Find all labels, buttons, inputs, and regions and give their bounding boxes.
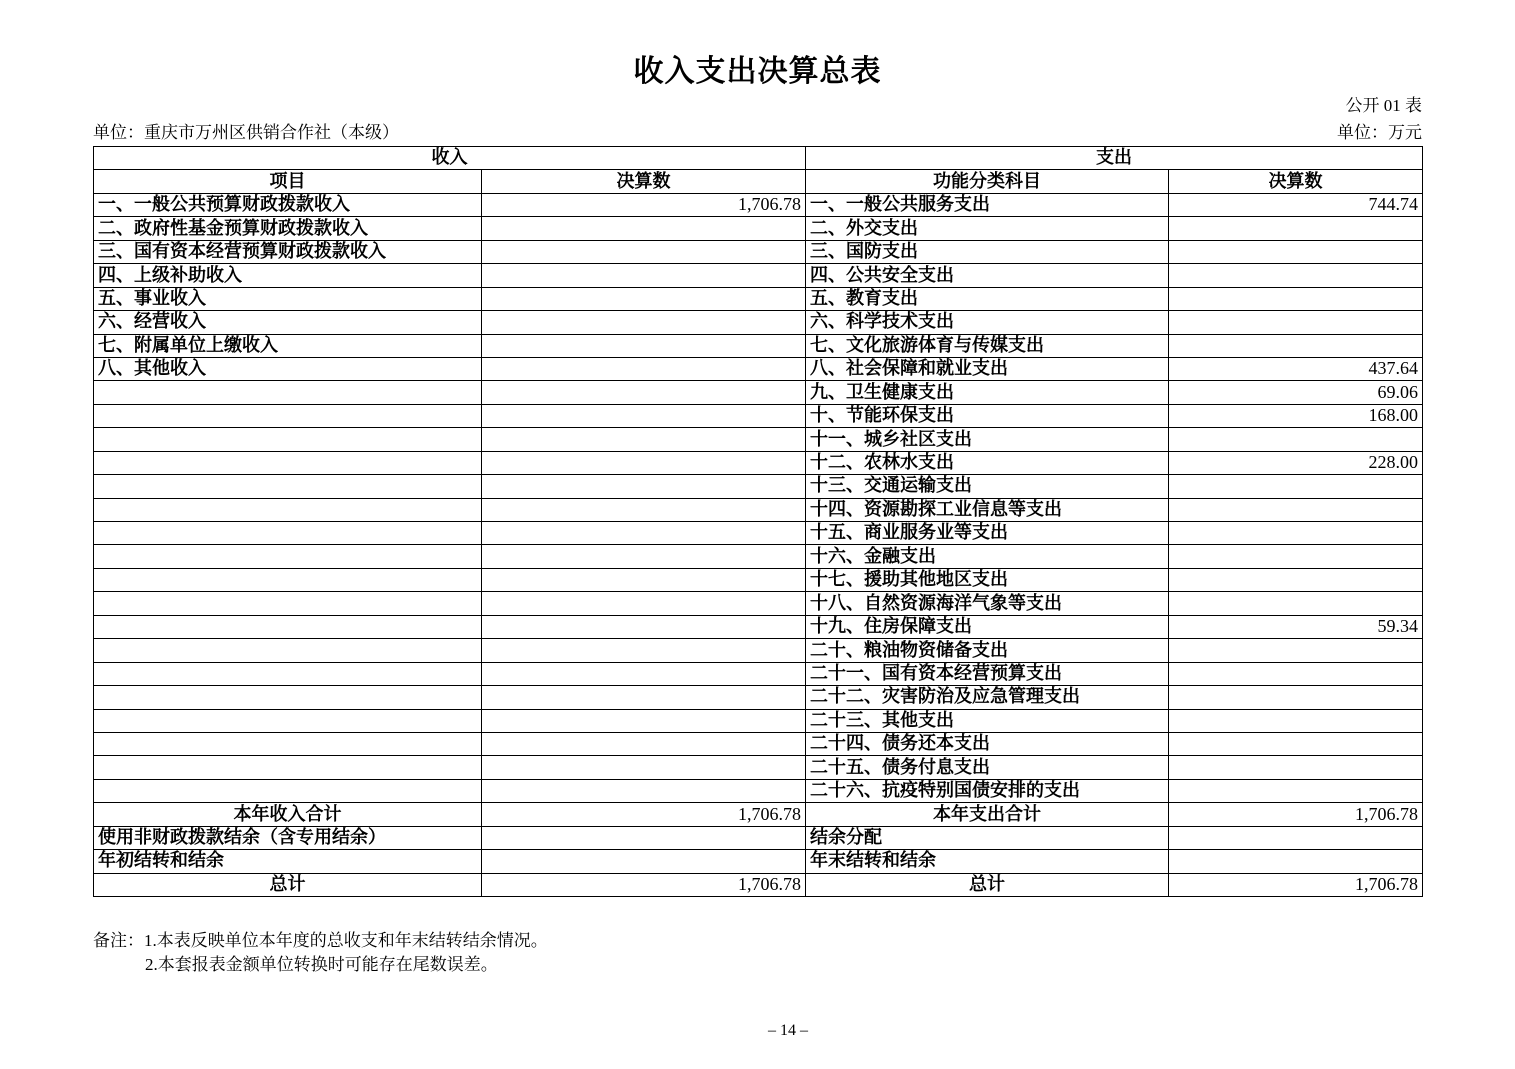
expense-item-value: 228.00 [1169,451,1423,474]
expense-item-label: 总计 [806,873,1169,896]
income-item-value [482,615,806,638]
section-header-row [94,147,1423,170]
table-row [94,240,1423,263]
expense-item-value [1169,311,1423,334]
table-row [94,357,1423,380]
table-row [94,568,1423,591]
expense-item-value: 168.00 [1169,404,1423,427]
income-item-label [94,686,482,709]
table-row [94,639,1423,662]
expense-item-value [1169,592,1423,615]
table-row [94,475,1423,498]
income-item-label: 二、政府性基金预算财政拨款收入 [94,217,482,240]
income-item-label: 一、一般公共预算财政拨款收入 [94,193,482,216]
income-item-value [482,709,806,732]
income-item-value [482,287,806,310]
income-item-value [482,404,806,427]
expense-item-label: 九、卫生健康支出 [806,381,1169,404]
footnote-2: 2.本套报表金额单位转换时可能存在尾数误差。 [145,955,498,974]
table-row [94,404,1423,427]
table-row [94,522,1423,545]
table-row [94,615,1423,638]
expense-item-value [1169,709,1423,732]
expense-item-label: 二十六、抗疫特别国债安排的支出 [806,779,1169,802]
income-item-value [482,217,806,240]
expense-item-label: 年末结转和结余 [806,850,1169,873]
table-row [94,193,1423,216]
income-item-label: 七、附属单位上缴收入 [94,334,482,357]
expense-item-value: 1,706.78 [1169,803,1423,826]
income-item-column-header: 项目 [94,170,482,193]
expense-item-label: 五、教育支出 [806,287,1169,310]
expense-item-value [1169,475,1423,498]
expense-item-label: 十九、住房保障支出 [806,615,1169,638]
income-item-label: 六、经营收入 [94,311,482,334]
table-row [94,686,1423,709]
expense-item-value: 69.06 [1169,381,1423,404]
income-item-label: 五、事业收入 [94,287,482,310]
column-header-row [94,170,1423,193]
income-item-value [482,592,806,615]
expense-item-value [1169,287,1423,310]
table-row [94,826,1423,849]
income-item-value [482,522,806,545]
expense-item-label: 十三、交通运输支出 [806,475,1169,498]
table-row [94,756,1423,779]
expense-item-value [1169,498,1423,521]
income-item-value [482,240,806,263]
expense-item-label: 二、外交支出 [806,217,1169,240]
expense-item-value: 1,706.78 [1169,873,1423,896]
income-item-label [94,428,482,451]
expense-amount-column-header: 决算数 [1169,170,1423,193]
expense-item-value [1169,756,1423,779]
income-item-value: 1,706.78 [482,873,806,896]
expense-item-label: 六、科学技术支出 [806,311,1169,334]
budget-summary-table [93,146,1423,897]
expense-item-value [1169,428,1423,451]
income-item-label [94,732,482,755]
expense-item-column-header: 功能分类科目 [806,170,1169,193]
income-item-value [482,779,806,802]
expense-item-label: 二十、粮油物资储备支出 [806,639,1169,662]
org-unit-label: 单位：重庆市万州区供销合作社（本级） [93,123,399,142]
income-item-value [482,568,806,591]
expense-item-label: 十四、资源勘探工业信息等支出 [806,498,1169,521]
income-item-label: 总计 [94,873,482,896]
expense-item-label: 结余分配 [806,826,1169,849]
income-item-label [94,639,482,662]
expense-section-header: 支出 [806,147,1423,170]
expense-item-label: 本年支出合计 [806,803,1169,826]
expense-item-label: 八、社会保障和就业支出 [806,357,1169,380]
income-item-value [482,357,806,380]
table-row [94,287,1423,310]
income-item-value [482,826,806,849]
income-item-label: 三、国有资本经营预算财政拨款收入 [94,240,482,263]
expense-item-label: 十七、援助其他地区支出 [806,568,1169,591]
expense-item-value [1169,686,1423,709]
expense-item-value [1169,217,1423,240]
expense-item-label: 十六、金融支出 [806,545,1169,568]
expense-item-value [1169,240,1423,263]
table-row [94,381,1423,404]
table-row [94,709,1423,732]
table-row [94,498,1423,521]
expense-item-label: 一、一般公共服务支出 [806,193,1169,216]
expense-item-value [1169,662,1423,685]
table-row [94,428,1423,451]
table-row [94,217,1423,240]
income-item-value [482,732,806,755]
income-item-value [482,381,806,404]
income-item-value [482,545,806,568]
income-item-value: 1,706.78 [482,193,806,216]
table-row [94,803,1423,826]
income-item-label: 使用非财政拨款结余（含专用结余） [94,826,482,849]
income-item-value [482,451,806,474]
expense-item-value [1169,522,1423,545]
income-item-label [94,592,482,615]
table-row [94,779,1423,802]
table-row [94,850,1423,873]
expense-item-value [1169,639,1423,662]
expense-item-value [1169,264,1423,287]
page-title: 收入支出决算总表 [633,55,882,88]
income-item-label [94,615,482,638]
table-row [94,451,1423,474]
income-item-value [482,498,806,521]
income-item-value [482,475,806,498]
income-item-label [94,779,482,802]
income-item-label: 四、上级补助收入 [94,264,482,287]
expense-item-label: 二十五、债务付息支出 [806,756,1169,779]
table-row [94,592,1423,615]
expense-item-label: 七、文化旅游体育与传媒支出 [806,334,1169,357]
income-item-value [482,311,806,334]
footnotes [93,929,548,977]
table-row [94,311,1423,334]
income-item-value [482,850,806,873]
table-row [94,264,1423,287]
expense-item-label: 二十三、其他支出 [806,709,1169,732]
income-item-value [482,662,806,685]
income-item-value [482,686,806,709]
table-row [94,873,1423,896]
expense-item-label: 十一、城乡社区支出 [806,428,1169,451]
income-item-label [94,522,482,545]
income-section-header: 收入 [94,147,806,170]
expense-item-value: 744.74 [1169,193,1423,216]
income-item-label [94,756,482,779]
expense-item-label: 十二、农林水支出 [806,451,1169,474]
expense-item-label: 十、节能环保支出 [806,404,1169,427]
income-item-value [482,334,806,357]
table-row [94,334,1423,357]
income-item-value [482,428,806,451]
currency-unit-label: 单位：万元 [1337,123,1422,142]
income-item-value [482,639,806,662]
income-item-label [94,475,482,498]
table-row [94,732,1423,755]
income-item-label [94,568,482,591]
income-item-label: 本年收入合计 [94,803,482,826]
footnote-1: 备注：1.本表反映单位本年度的总收支和年末结转结余情况。 [93,931,548,950]
expense-item-value [1169,732,1423,755]
expense-item-label: 二十一、国有资本经营预算支出 [806,662,1169,685]
expense-item-label: 二十二、灾害防治及应急管理支出 [806,686,1169,709]
income-item-value: 1,706.78 [482,803,806,826]
expense-item-value: 59.34 [1169,615,1423,638]
expense-item-value [1169,850,1423,873]
income-item-label: 八、其他收入 [94,357,482,380]
expense-item-value [1169,334,1423,357]
expense-item-value: 437.64 [1169,357,1423,380]
expense-item-label: 十五、商业服务业等支出 [806,522,1169,545]
expense-item-value [1169,568,1423,591]
expense-item-label: 二十四、债务还本支出 [806,732,1169,755]
expense-item-value [1169,779,1423,802]
income-item-label [94,451,482,474]
expense-item-label: 三、国防支出 [806,240,1169,263]
expense-item-value [1169,826,1423,849]
expense-item-label: 十八、自然资源海洋气象等支出 [806,592,1169,615]
expense-item-value [1169,545,1423,568]
table-code-label: 公开 01 表 [1345,96,1422,115]
income-amount-column-header: 决算数 [482,170,806,193]
income-item-label [94,381,482,404]
expense-item-label: 四、公共安全支出 [806,264,1169,287]
unit-info-row [93,118,1422,143]
income-item-label [94,498,482,521]
income-item-label [94,662,482,685]
income-item-value [482,756,806,779]
income-item-label: 年初结转和结余 [94,850,482,873]
income-item-label [94,709,482,732]
income-item-value [482,264,806,287]
table-row [94,545,1423,568]
income-item-label [94,545,482,568]
page-number: – 14 – [768,1022,808,1039]
table-row [94,662,1423,685]
income-item-label [94,404,482,427]
